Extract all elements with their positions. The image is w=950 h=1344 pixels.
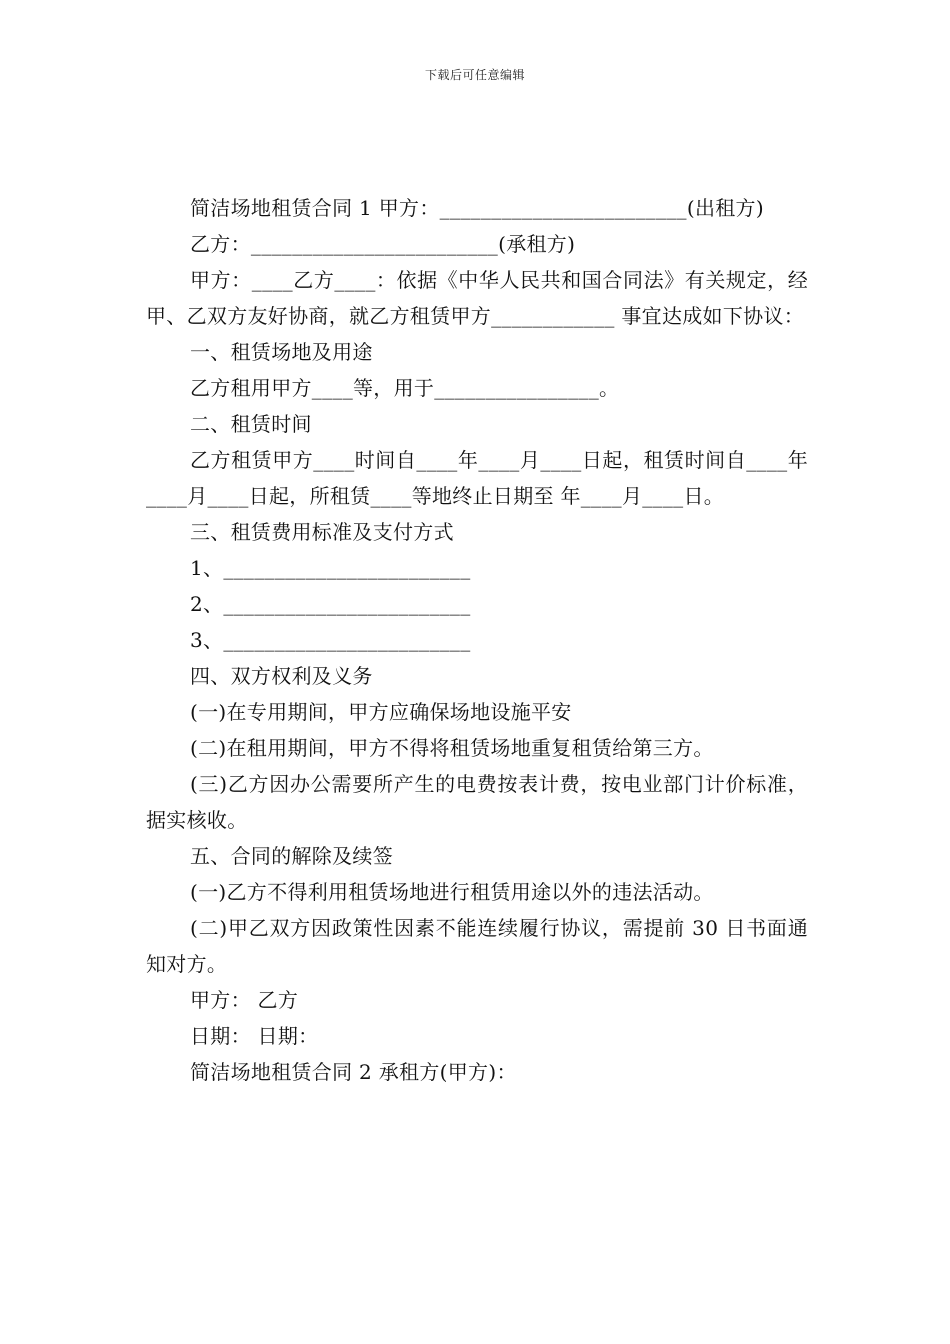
section-4-item-2: (二)在租用期间，甲方不得将租赁场地重复租赁给第三方。 (190, 736, 714, 760)
section-1-text: 乙方租用甲方____等，用于________________。 (190, 376, 620, 400)
section-3-title: 三、租赁费用标准及支付方式 (190, 520, 454, 544)
signature-parties: 甲方： 乙方 (190, 988, 299, 1012)
party-b-line: 乙方：________________________(承租方) (190, 232, 576, 256)
section-4-item-3: (三)乙方因办公需要所产生的电费按表计费，按电业部门计价标准，据实核收。 (146, 772, 808, 832)
section-2-title: 二、租赁时间 (190, 412, 312, 436)
next-contract-title: 简洁场地租赁合同 2 承租方(甲方)： (190, 1060, 517, 1084)
document-body (146, 190, 808, 1090)
section-5-title: 五、合同的解除及续签 (190, 844, 393, 868)
section-3-item-2: 2、________________________ (190, 592, 471, 616)
section-4-item-1: (一)在专用期间，甲方应确保场地设施平安 (190, 700, 572, 724)
section-5-item-1: (一)乙方不得利用租赁场地进行租赁用途以外的违法活动。 (190, 880, 714, 904)
preamble-paragraph: 甲方：____乙方____：依据《中华人民共和国合同法》有关规定，经甲、乙双方友好协商，就乙方租赁甲方____________ 事宜达成如下协议： (146, 268, 808, 328)
section-5-item-2: (二)甲乙双方因政策性因素不能连续履行协议，需提前 30 日书面通知对方。 (146, 916, 808, 976)
section-3-item-3: 3、________________________ (190, 628, 471, 652)
section-3-item-1: 1、________________________ (190, 556, 471, 580)
section-1-title: 一、租赁场地及用途 (190, 340, 373, 364)
section-2-text: 乙方租赁甲方____时间自____年____月____日起，租赁时间自____年____月____日起，所租赁____等地终止日期至 年____月____日。 (146, 448, 808, 508)
contract-title-paragraph: 简洁场地租赁合同 1 甲方：________________________(出租方) (190, 196, 764, 220)
signature-dates: 日期： 日期： (190, 1024, 319, 1048)
header-note: 下载后可任意编辑 (424, 68, 525, 82)
section-4-title: 四、双方权利及义务 (190, 664, 373, 688)
